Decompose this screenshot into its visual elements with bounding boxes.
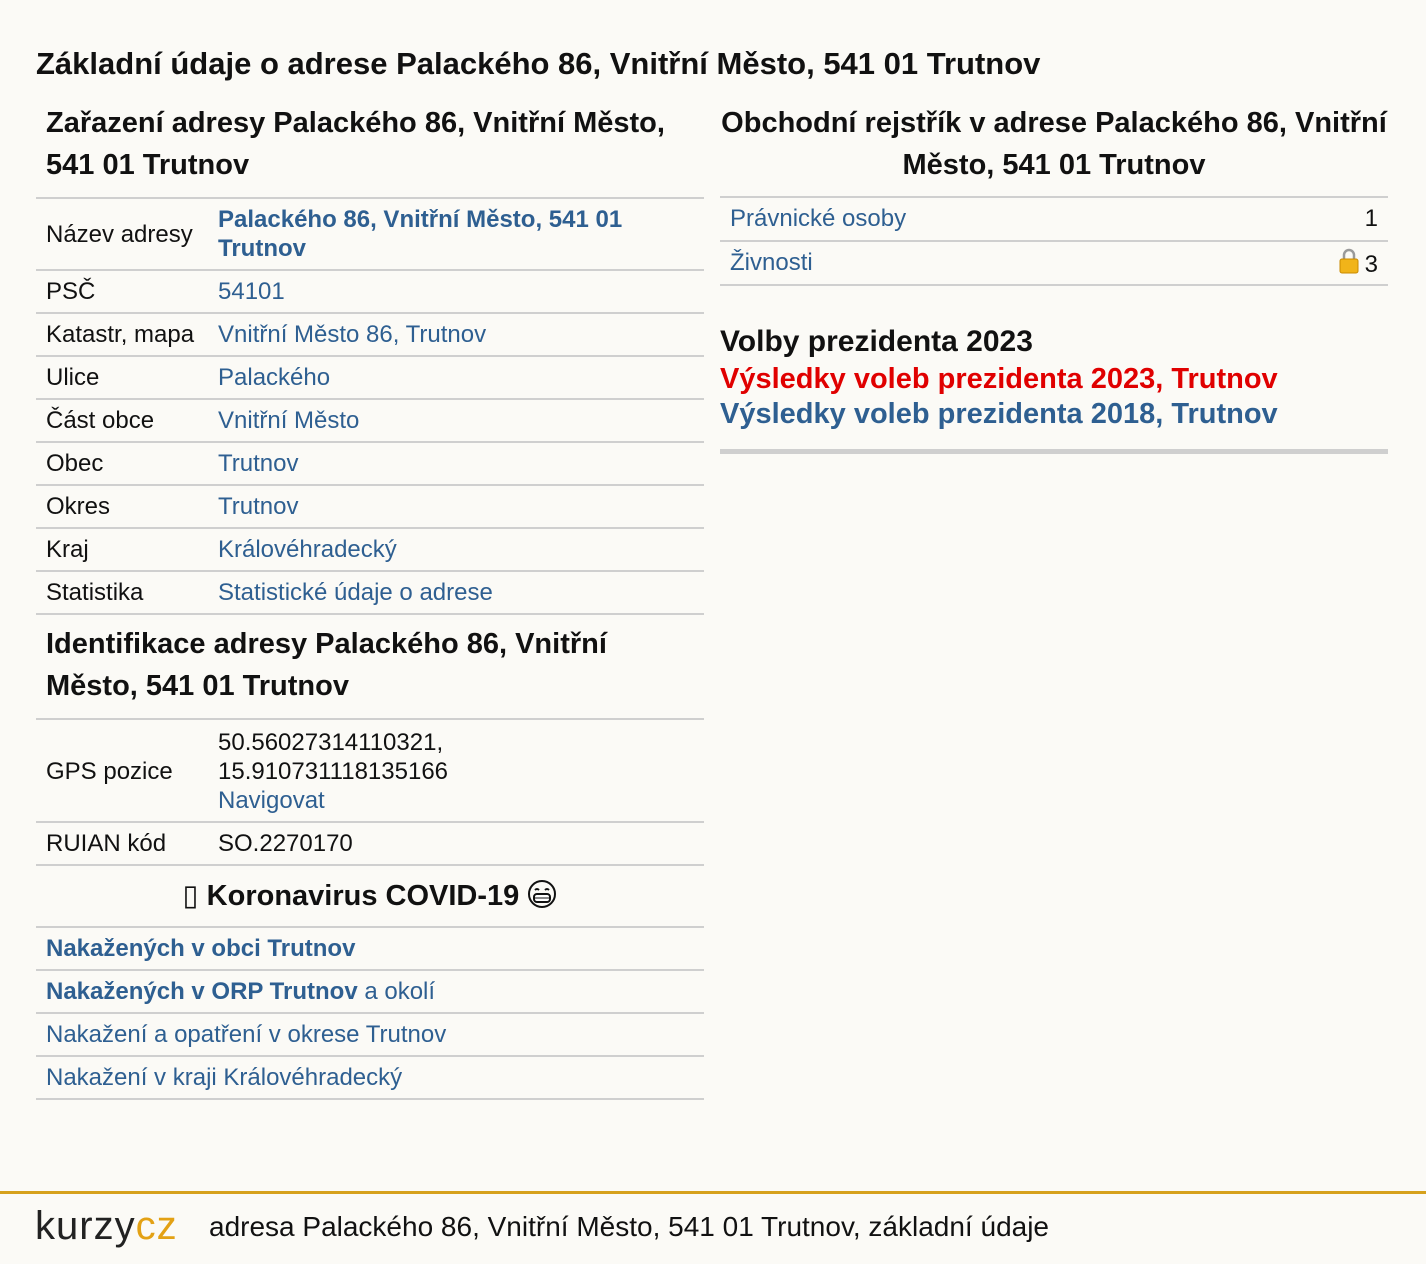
left-column [36,100,704,1100]
table-row [36,442,704,485]
footer [0,1191,1426,1264]
kurzy-logo[interactable] [35,1204,178,1249]
table-row [36,270,704,313]
right-column [720,100,1388,454]
row-label: Kraj [36,528,208,571]
statistika-link[interactable]: Statistické údaje o adrese [218,579,493,606]
volby-2023-link[interactable]: Výsledky voleb prezidenta 2023, Trutnov [720,363,1278,395]
footer-text: adresa Palackého 86, Vnitřní Město, 541 01 Trutnov, základní údaje [209,1211,1049,1242]
identifikace-title: Identifikace adresy Palackého 86, Vnitřní Město, 541 01 Trutnov [46,628,607,702]
table-row [36,822,704,865]
psc-link[interactable]: 54101 [218,278,285,305]
table-row [36,198,704,270]
zivnosti-count: 3 [1364,250,1378,278]
row-label: Statistika [36,571,208,614]
table-row [36,356,704,399]
row-label: Název adresy [36,198,208,270]
covid-link-obec[interactable]: Nakažených v obci Trutnov [46,935,356,962]
covid-links [36,928,704,1100]
row-label: Katastr, mapa [36,313,208,356]
row-label: PSČ [36,270,208,313]
list-item [36,1057,704,1100]
covid-link-orp[interactable]: Nakažených v ORP Trutnov [46,978,358,1005]
table-row [36,313,704,356]
table-row [720,197,1388,241]
covid-link-orp-suffix: a okolí [357,978,436,1005]
table-row [36,399,704,442]
volby-title: Volby prezidenta 2023 [720,325,1033,358]
volby-section [720,322,1388,454]
ruian-value: SO.2270170 [208,822,704,865]
gps-lon: 15.910731118135166 [218,758,449,785]
logo-part2: cz [135,1204,178,1248]
row-label: Obec [36,442,208,485]
volby-2018-link[interactable]: Výsledky voleb prezidenta 2018, Trutnov [720,398,1278,430]
row-label: Ulice [36,356,208,399]
pravnicke-osoby-link[interactable]: Právnické osoby [730,205,907,232]
covid-link-kraj[interactable]: Nakažení v kraji Královéhradecký [46,1064,403,1091]
pravnicke-osoby-count: 1 [1233,197,1388,241]
obchodni-rejstrik-table [720,196,1388,286]
table-row [720,241,1388,285]
address-name-link[interactable]: Palackého 86, Vnitřní Město, 541 01 Trutnov [218,206,623,262]
gps-lat: 50.56027314110321, [218,729,444,756]
zarazeni-title: Zařazení adresy Palackého 86, Vnitřní Město, 541 01 Trutnov [46,107,665,181]
covid-link-okres[interactable]: Nakažení a opatření v okrese Trutnov [46,1021,447,1048]
divider [720,449,1388,454]
list-item [36,928,704,971]
covid-title [36,866,704,928]
table-row [36,528,704,571]
logo-part1: kurzy [35,1204,136,1248]
covid-prefix-glyph: ▯ [182,880,199,912]
table-row [36,485,704,528]
table-row [36,571,704,614]
list-item [36,1014,704,1057]
table-row [36,719,704,822]
ulice-link[interactable]: Palackého [218,364,331,391]
mask-face-icon [527,879,557,909]
row-label: Část obce [36,399,208,442]
zivnosti-link[interactable]: Živnosti [730,249,813,276]
obec-link[interactable]: Trutnov [218,450,299,477]
gps-label: GPS pozice [36,719,208,822]
katastr-link[interactable]: Vnitřní Město 86, Trutnov [218,321,487,348]
navigate-link[interactable]: Navigovat [218,787,325,814]
obchodni-rejstrik-title: Obchodní rejstřík v adrese Palackého 86, Vnitřní Město, 541 01 Trutnov [721,107,1387,181]
cast-obce-link[interactable]: Vnitřní Město [218,407,360,434]
row-label: Okres [36,485,208,528]
zarazeni-table [36,197,704,615]
okres-link[interactable]: Trutnov [218,493,299,520]
lock-icon [1339,248,1359,274]
ruian-label: RUIAN kód [36,822,208,865]
identifikace-table [36,718,704,866]
kraj-link[interactable]: Královéhradecký [218,536,397,563]
covid-title-text: Koronavirus COVID-19 [206,880,520,912]
list-item [36,971,704,1014]
page-title: Základní údaje o adrese Palackého 86, Vnitřní Město, 541 01 Trutnov [36,46,1041,81]
